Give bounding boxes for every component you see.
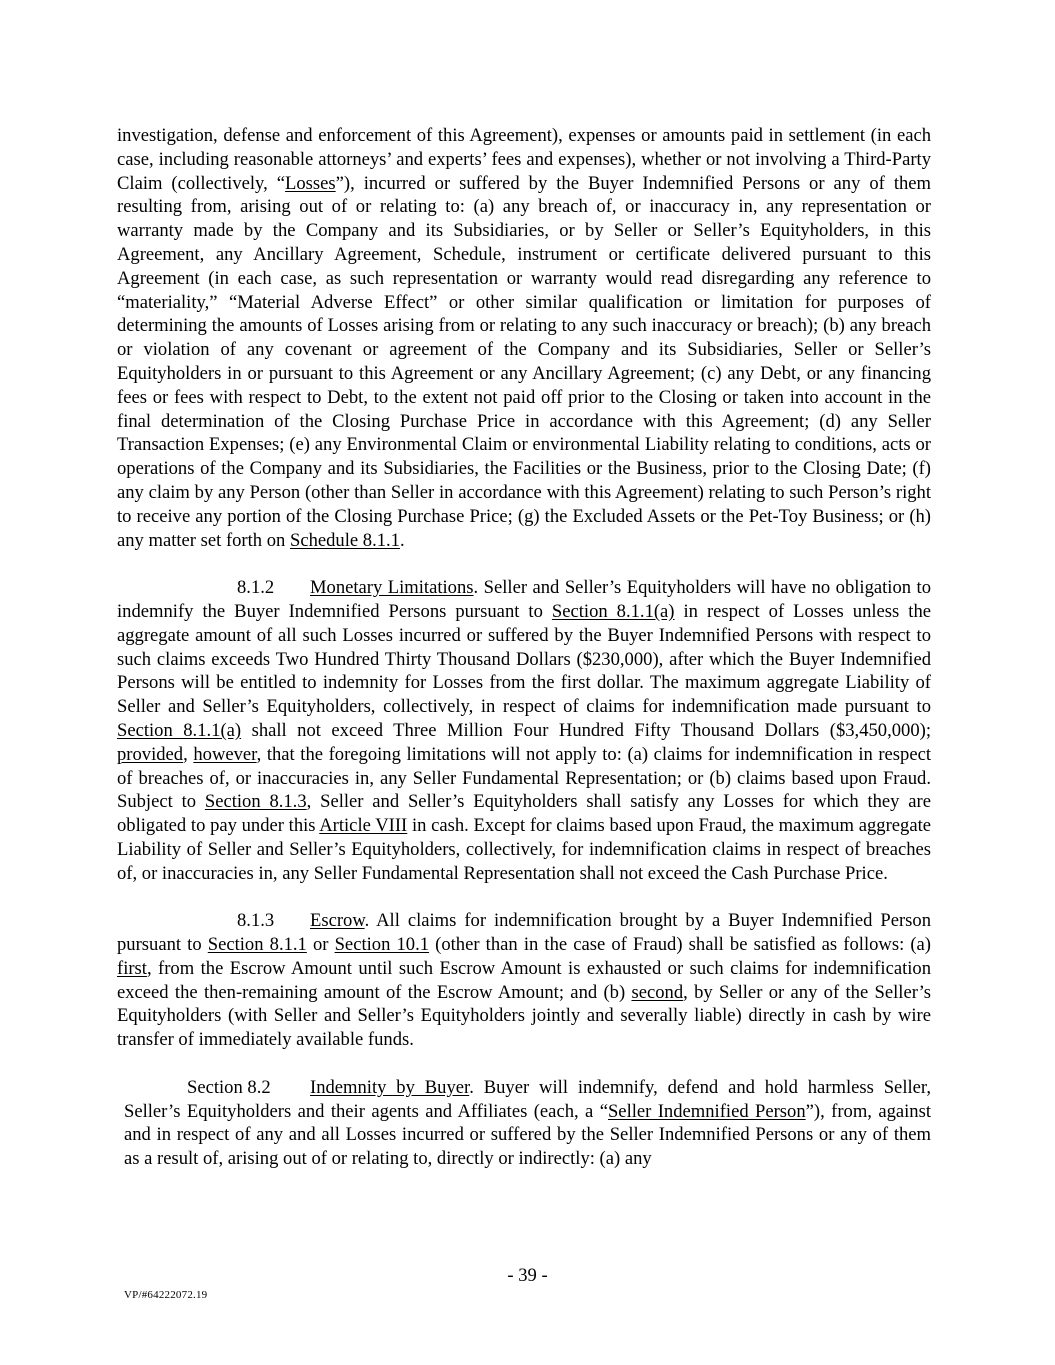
- text: . All claims for indemnification brought by a Buyer Indemnified Person pursuant to: [117, 910, 931, 956]
- text: (other than in the case of Fraud) shall be satisfied as follows: (a): [429, 934, 931, 956]
- section-number: 8.1.3: [237, 910, 275, 932]
- paragraph-8-1-3: [117, 909, 931, 1052]
- page-number: - 39 -: [507, 1265, 548, 1286]
- proviso-term: provided: [117, 743, 184, 765]
- text: , Seller and Seller’s Equityholders shall satisfy any Losses for which they are obligated to pay under this: [117, 791, 931, 837]
- section-heading: Monetary Limitations: [310, 577, 474, 599]
- cross-reference: Article VIII: [319, 815, 408, 837]
- text: in cash. Except for claims based upon Fraud, the maximum aggregate Liability of Seller and Seller’s Equityholders, collectively, for indemnification claims in respect of breaches of, or inaccuracies in, any Seller Fundamental Representation shall not exceed the Cash Purchase Price.: [117, 815, 931, 884]
- cross-reference: Section 8.1.1(a): [551, 600, 675, 622]
- text: investigation, defense and enforcement of this Agreement), expenses or amounts paid in settlement (in each case, including reasonable attorneys’ and experts’ fees and expenses), whether or not involving a Third-Party Claim (collectively, “: [117, 125, 931, 194]
- text: ”), from, against and in respect of any and all Losses incurred or suffered by the Seller Indemnified Persons or any of them as a result of, arising out of or relating to, directly or indirectly: (a) any: [124, 1100, 932, 1170]
- paragraph-8-1-1-continued: [117, 124, 931, 552]
- text: or: [306, 934, 335, 956]
- document-body: [117, 124, 931, 1171]
- defined-term: Seller Indemnified Person: [607, 1100, 806, 1122]
- emphasis-term: first: [117, 957, 147, 979]
- text: , that the foregoing limitations will not apply to: (a) claims for indemnification in respect of breaches of, or inaccuracies in, any Seller Fundamental Representation; or (b) claims based upon Fraud. Subject to: [117, 743, 932, 813]
- text: . Seller and Seller’s Equityholders will have no obligation to indemnify the Buyer Indemnified Persons pursuant to: [117, 577, 932, 622]
- defined-term-losses: Losses: [285, 172, 336, 194]
- text: shall not exceed Three Million Four Hundred Fifty Thousand Dollars ($3,450,000);: [241, 719, 931, 741]
- text: ,: [183, 743, 194, 765]
- text: , by Seller or any of the Seller’s Equityholders (with Seller and Seller’s Equityholders jointly and severally liable) directly in cash by wire transfer of immediately available funds.: [117, 981, 931, 1051]
- proviso-term: however: [193, 743, 257, 765]
- text: ”), incurred or suffered by the Buyer Indemnified Persons or any of them resulting from, arising out of or relating to: (a) any breach of, or inaccuracy in, any representation or warranty made by the Company and its Subsidiaries, or by Seller or Seller’s Equityholders, in this Agreement, any Ancillary Agreement, Schedule, instrument or certificate delivered pursuant to this Agreement (in each case, as such representation or warranty would read disregarding any reference to “materiality,” “Material Adverse Effect” or other similar qualification or limitation for purposes of determining the amounts of Losses arising from or relating to any such inaccuracy or breach); (b) any breach or violation of any covenant or agreement of the Company and its Subsidiaries, Seller or Seller’s Equityholders in or pursuant to this Agreement or any Ancillary Agreement; (c) any Debt, or any financing fees or fees with respect to Debt, to the extent not paid off prior to the Closing or taken into account in the final determination of the Closing Purchase Price in accordance with this Agreement; (d) any Seller Transaction Expenses; (e) any Environmental Claim or environmental Liability relating to conditions, acts or operations of the Company and its Subsidiaries, the Facilities or the Business, prior to the Closing Date; (f) any claim by any Person (other than Seller in accordance with this Agreement) relating to such Person’s right to receive any portion of the Closing Purchase Price; (g) the Excluded Assets or the Pet-Toy Business; or (h) any matter set forth on: [117, 172, 931, 551]
- section-number: Section 8.2: [187, 1076, 271, 1098]
- emphasis-term: second: [631, 981, 684, 1003]
- paragraph-8-1-2: [117, 576, 931, 885]
- cross-reference: Section 8.1.3: [204, 791, 307, 813]
- cross-reference: Section 10.1: [334, 934, 430, 956]
- cross-reference: Section 8.1.1: [207, 934, 307, 956]
- cross-reference: Section 8.1.1(a): [117, 719, 242, 741]
- section-number: 8.1.2: [237, 577, 275, 599]
- text: .: [399, 529, 405, 551]
- schedule-reference: Schedule 8.1.1: [289, 529, 400, 551]
- paragraph-section-8-2: [117, 1076, 931, 1171]
- text: , from the Escrow Amount until such Escrow Amount is exhausted or such claims for indemnification exceed the then-remaining amount of the Escrow Amount; and (b): [117, 957, 931, 1003]
- document-id: VP/#64222072.19: [124, 1289, 208, 1301]
- section-heading: Escrow: [310, 910, 365, 932]
- text: . Buyer will indemnify, defend and hold harmless Seller, Seller’s Equityholders and their agents and Affiliates (each, a “: [124, 1076, 931, 1122]
- text: in respect of Losses unless the aggregate amount of all such Losses incurred or suffered by the Buyer Indemnified Persons with respect to such claims exceeds Two Hundred Thirty Thousand Dollars ($230,000), after which the Buyer Indemnified Persons will be entitled to indemnity for Losses from the first dollar. The maximum aggregate Liability of Seller and Seller’s Equityholders, collectively, in respect of claims for indemnification made pursuant to: [117, 600, 931, 718]
- section-heading: Indemnity by Buyer: [310, 1076, 470, 1098]
